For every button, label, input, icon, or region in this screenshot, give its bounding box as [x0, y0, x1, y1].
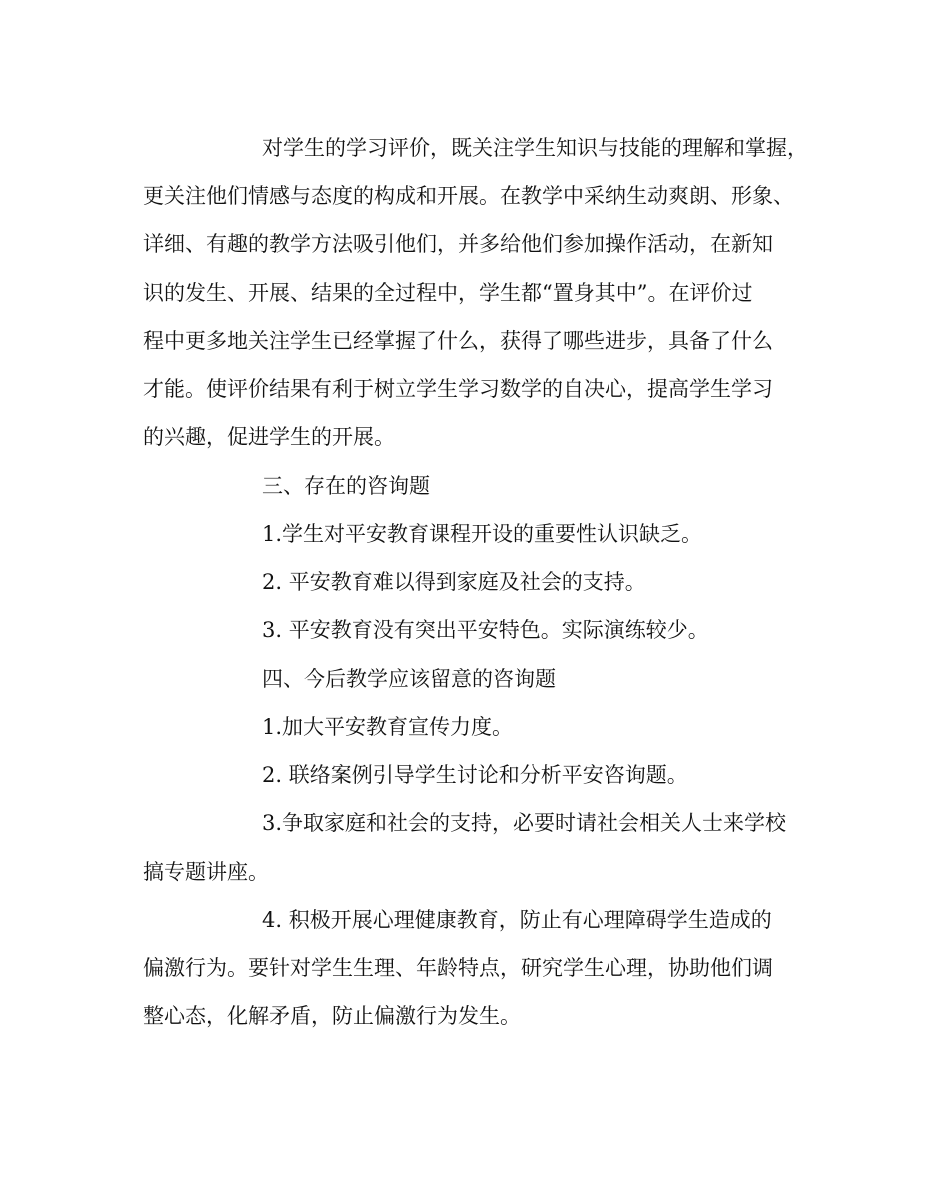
list-item: 2. 联络案例引导学生讨论和分析平安咨询题。 [262, 763, 688, 787]
list-item-continuation: 搞专题讲座。 [143, 860, 269, 884]
list-item: 1.加大平安教育宣传力度。 [262, 715, 514, 739]
body-text-line: 才能。使评价结果有利于树立学生学习数学的自决心，提高学生学习 [143, 377, 773, 401]
body-text-line: 识的发生、开展、结果的全过程中，学生都“置身其中”。在评价过 [143, 281, 753, 305]
body-text-line: 对学生的学习评价，既关注学生知识与技能的理解和掌握， [262, 136, 808, 160]
body-text-line: 详细、有趣的教学方法吸引他们，并多给他们参加操作活动，在新知 [143, 232, 773, 256]
list-item: 2. 平安教育难以得到家庭及社会的支持。 [262, 570, 646, 594]
section-heading: 四、今后教学应该留意的咨询题 [262, 667, 556, 691]
list-item: 3. 平安教育没有突出平安特色。实际演练较少。 [262, 618, 709, 642]
body-text-line: 更关注他们情感与态度的构成和开展。在教学中采纳生动爽朗、形象、 [143, 184, 794, 208]
body-text-line: 的兴趣，促进学生的开展。 [143, 425, 395, 449]
list-item-continuation: 偏激行为。要针对学生生理、年龄特点，研究学生心理，协助他们调 [143, 956, 773, 980]
list-item-continuation: 整心态，化解矛盾，防止偏激行为发生。 [143, 1004, 521, 1028]
section-heading: 三、存在的咨询题 [262, 474, 430, 498]
list-item: 3.争取家庭和社会的支持，必要时请社会相关人士来学校 [262, 811, 787, 835]
list-item: 4. 积极开展心理健康教育，防止有心理障碍学生造成的 [262, 908, 772, 932]
list-item: 1.学生对平安教育课程开设的重要性认识缺乏。 [262, 522, 703, 546]
body-text-line: 程中更多地关注学生已经掌握了什么，获得了哪些进步，具备了什么 [143, 329, 773, 353]
